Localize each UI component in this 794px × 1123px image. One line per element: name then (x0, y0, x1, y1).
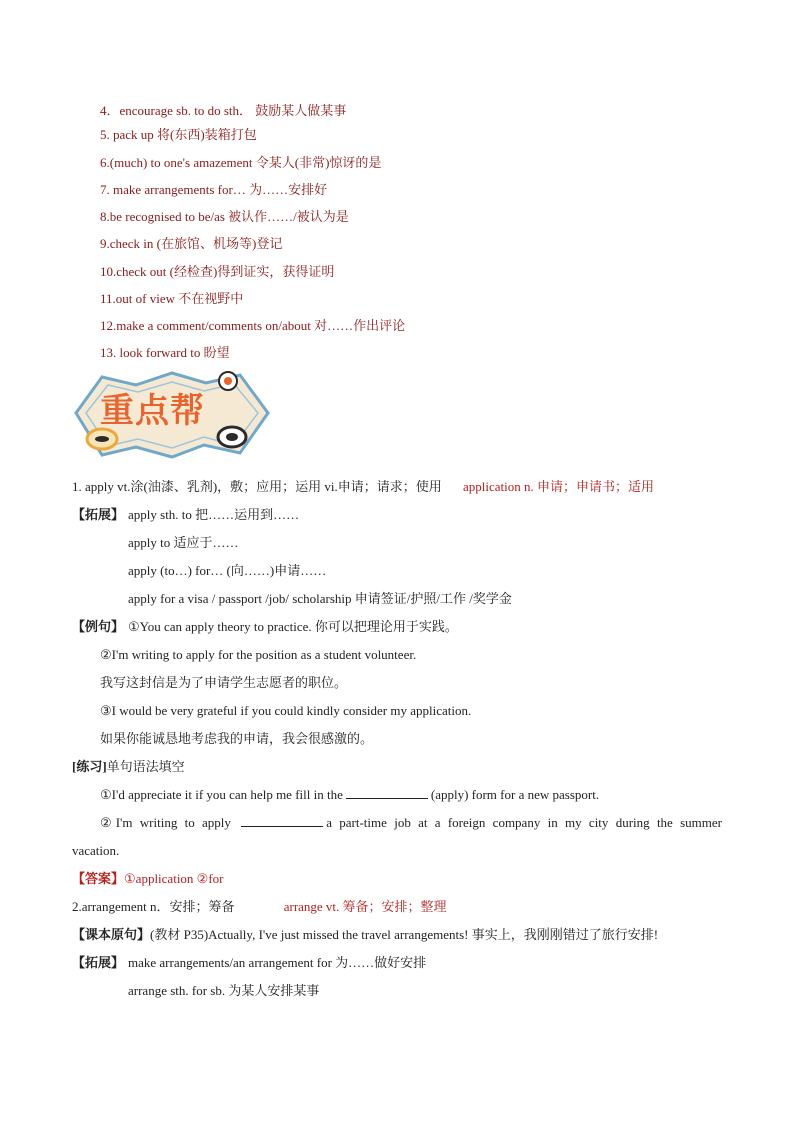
phrase-item: 5. pack up 将(东西)装箱打包 (100, 127, 257, 142)
phrase-item: 9.check in (在旅馆、机场等)登记 (100, 236, 283, 251)
section-banner (72, 369, 272, 461)
phrase-item: 13. look forward to 盼望 (100, 345, 230, 360)
item1-ext-line: apply to 适应于…… (128, 535, 239, 550)
item1-answer (72, 871, 224, 887)
phrase-item: 8.be recognised to be/as 被认作……/被认为是 (100, 209, 349, 224)
question-text: (apply) form for a new passport. (430, 787, 600, 802)
phrase-item: 12.make a comment/comments on/about 对……作出评论 (100, 318, 406, 333)
question-text: ①I'd appreciate it if you can help me fill in the (100, 787, 343, 802)
item1-example-2-cn: 我写这封信是为了申请学生志愿者的职位。 (100, 675, 348, 690)
question-text: ②I'm writing to apply (100, 815, 231, 830)
item1-example-2-en: ②I'm writing to apply for the position as a student volunteer. (100, 647, 417, 662)
item1-example-1: ①You can apply theory to practice. 你可以把理论用于实践。 (128, 619, 458, 634)
item2-head-definition: 2.arrangement n．安排；筹备 (72, 899, 235, 914)
banner-title: 重点帮 (100, 391, 205, 431)
item1-practice-heading (72, 759, 185, 775)
original-label: 【课本原句】 (72, 927, 151, 942)
item1-example-3-en: ③I would be very grateful if you could kindly consider my application. (100, 703, 472, 718)
item1-question-2 (100, 815, 722, 831)
item2-head-derivative: arrange vt. 筹备；安排；整理 (283, 899, 447, 914)
phrase-item: 10.check out (经检查)得到证实，获得证明 (100, 264, 335, 279)
answer-label: 【答案】 (72, 871, 125, 886)
item1-head-derivative: application n. 申请；申请书；适用 (463, 479, 655, 494)
practice-label: [练习] (72, 759, 107, 774)
item1-ext-line: apply sth. to 把……运用到…… (128, 507, 300, 522)
original-text: (教材 P35)Actually, I've just missed the travel arrangements! 事实上，我刚刚错过了旅行安排! (150, 927, 659, 942)
practice-title: 单句语法填空 (106, 759, 185, 774)
item2-ext-label: 【拓展】 (72, 955, 125, 970)
answer-text: ①application ②for (124, 871, 224, 886)
phrase-item: 7. make arrangements for… 为……安排好 (100, 182, 328, 197)
item1-ext-line: apply (to…) for… (向……)申请…… (128, 563, 327, 578)
item1-example-3-cn: 如果你能诚恳地考虑我的申请，我会很感激的。 (100, 731, 374, 746)
phrase-item: 6.(much) to one's amazement 令某人(非常)惊讶的是 (100, 155, 382, 170)
item1-head (72, 479, 654, 495)
question-text: a part-time job at a foreign company in my city during the summer (326, 815, 723, 830)
item1-ext-label: 【拓展】 (72, 507, 125, 522)
item1-question-1 (100, 787, 599, 803)
phrase-item: 11.out of view 不在视野中 (100, 291, 244, 306)
item1-question-2-cont: vacation. (72, 843, 120, 858)
answer-blank[interactable] (241, 815, 323, 827)
item2-head (72, 899, 447, 915)
item2-original-sentence (72, 927, 658, 943)
answer-blank[interactable] (346, 787, 428, 799)
item2-ext-line: arrange sth. for sb. 为某人安排某事 (128, 983, 320, 998)
item2-ext-line: make arrangements/an arrangement for 为……做好安排 (128, 955, 427, 970)
item1-head-definition: 1. apply vt.涂(油漆、乳剂)，敷；应用；运用 vi.申请；请求；使用 (72, 479, 442, 494)
item1-ext-line: apply for a visa / passport /job/ scholarship 申请签证/护照/工作 /奖学金 (128, 591, 512, 606)
item1-example-label: 【例句】 (72, 619, 125, 634)
phrase-item: 4．encourage sb. to do sth． 鼓励某人做某事 (100, 103, 347, 118)
